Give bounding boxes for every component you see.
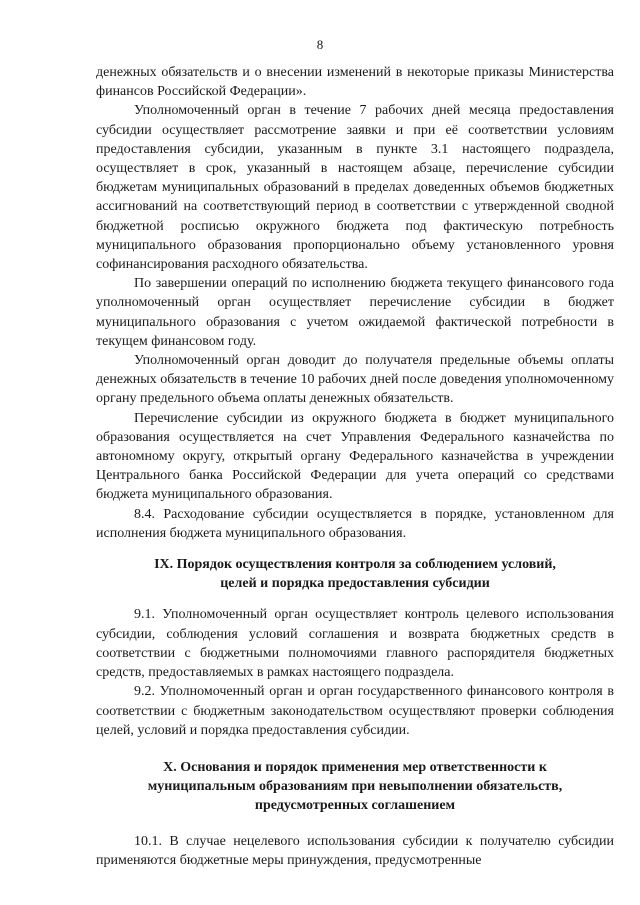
paragraph-8-4: 8.4. Расходование субсидии осуществляется в порядке, установленном для исполнения бюджета муниципального образования. — [96, 506, 614, 541]
paragraph-year-end-transfer: По завершении операций по исполнению бюджета текущего финансового года уполномоченный орган осуществляет перечисление субсидии в бюджет муниципального образования с учетом ожидаемой фактической потребности в текущем финансовом году. — [96, 276, 614, 349]
page-number: 8 — [316, 37, 324, 52]
section-10-heading — [96, 758, 614, 816]
section-9-heading-line-1: IX. Порядок осуществления контроля за соблюдением условий, — [154, 557, 556, 573]
section-10-heading-line-3: предусмотренных соглашением — [254, 798, 456, 814]
paragraph-10-1: 10.1. В случае нецелевого использования субсидии к получателю субсидии применяются бюджетные меры принуждения, предусмотренные — [96, 833, 614, 868]
section-10-heading-line-2: муниципальным образованиям при невыполнении обязательств, — [147, 779, 563, 795]
paragraph-transfer-procedure: Уполномоченный орган в течение 7 рабочих дней месяца предоставления субсидии осуществляет рассмотрение заявки и при её соответствии условиям предоставления субсидии, указанным в пункте 3.1 настоящего подраздела, осуществляет в срок, указанный в настоящем абзаце, перечисление субсидии бюджетам муниципальных образований в пределах доведенных объемов бюджетных ассигнований на соответствующий период в соответствии с утвержденной сводной бюджетной росписью окружного бюджета под фактическую потребность муниципального образования пропорционально объему установленного уровня софинансирования расходного обязательства. — [96, 103, 614, 273]
paragraph-9-2: 9.2. Уполномоченный орган и орган государственного финансового контроля в соответствии с бюджетным законодательством осуществляют проверки соблюдения целей, условий и порядка предоставления субсидии. — [96, 684, 614, 738]
paragraph-9-1: 9.1. Уполномоченный орган осуществляет контроль целевого использования субсидии, соблюдения условий соглашения и возврата бюджетных средств в соответствии с бюджетными полномочиями главного распорядителя бюджетных средств, предоставляемых в рамках настоящего подраздела. — [96, 607, 614, 681]
paragraph-continuation: денежных обязательств и о внесении изменений в некоторые приказы Министерства финансов Российской Федерации». — [96, 65, 614, 100]
section-9-heading — [96, 555, 614, 593]
section-10-heading-line-1: X. Основания и порядок применения мер ответственности к — [163, 759, 547, 775]
paragraph-treasury-account: Перечисление субсидии из окружного бюджета в бюджет муниципального образования осуществляется на счет Управления Федерального казначейства по автономному округу, открытый органу Федерального казначейства в учреждении Центрального банка Российской Федерации для учета операций со средствами бюджета муниципального образования. — [96, 410, 614, 503]
paragraph-payment-limits: Уполномоченный орган доводит до получателя предельные объемы оплаты денежных обязательств в течение 10 рабочих дней после доведения уполномоченному органу предельного объема оплаты денежных обязательств. — [96, 353, 614, 407]
section-9-heading-line-2: целей и порядка предоставления субсидии — [220, 576, 490, 592]
document-body — [96, 63, 614, 870]
